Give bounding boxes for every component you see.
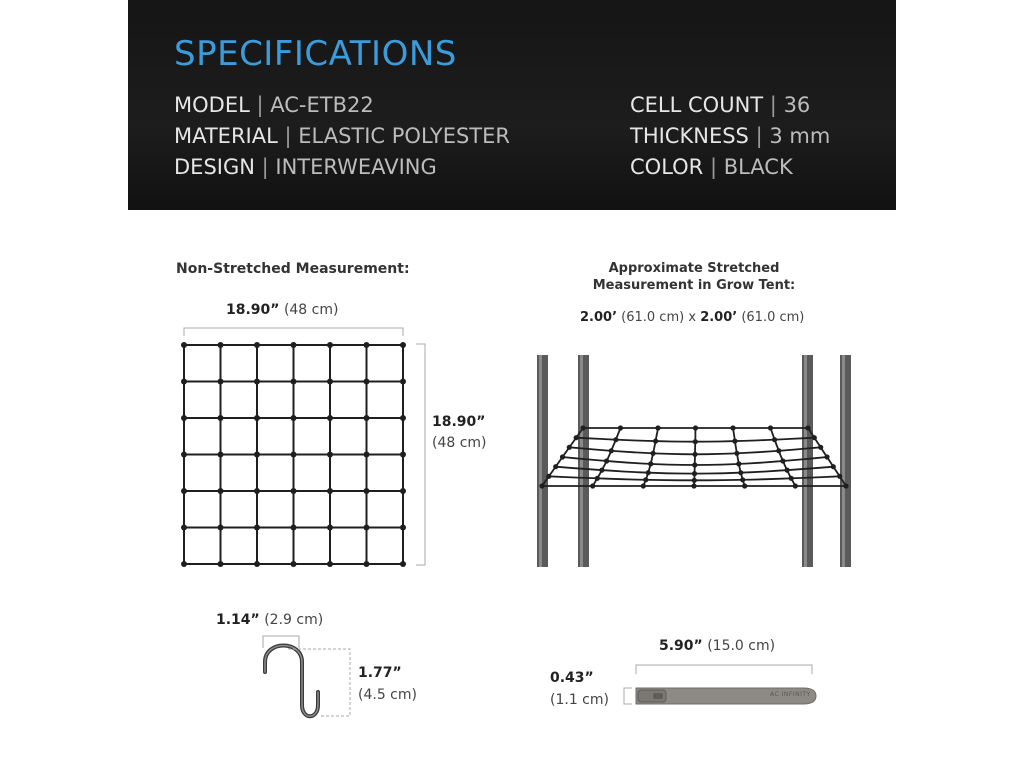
net-knot: [364, 415, 370, 421]
net-knot: [400, 415, 406, 421]
net-knot: [546, 474, 551, 479]
measurement-feet: 2.00’: [580, 310, 618, 325]
net-knot: [327, 561, 333, 567]
flat-width-measurement: [226, 302, 338, 318]
net-knot: [254, 488, 260, 494]
net-knot: [693, 425, 698, 430]
hook-height-measurement: [358, 662, 417, 706]
net-knot: [181, 342, 187, 348]
tent-pole: [840, 355, 851, 567]
net-knot: [218, 561, 224, 567]
net-knot: [291, 452, 297, 458]
net-knot: [291, 488, 297, 494]
net-knot: [218, 379, 224, 385]
measurement-metric: (2.9 cm): [264, 612, 324, 628]
net-knot: [364, 488, 370, 494]
net-knot: [327, 525, 333, 531]
spec-value: 3 mm: [769, 124, 831, 148]
net-knot: [772, 437, 777, 442]
net-knot: [580, 425, 585, 430]
spec-value: INTERWEAVING: [275, 155, 437, 179]
spec-key: COLOR: [630, 155, 704, 179]
measurement-inches: 1.77”: [358, 665, 402, 681]
net-knot: [553, 464, 558, 469]
net-knot: [736, 461, 741, 466]
spec-separator: |: [261, 155, 269, 179]
net-knot: [539, 483, 544, 488]
net-knot: [291, 415, 297, 421]
measurement-metric: (48 cm): [283, 302, 339, 318]
net-knot: [400, 452, 406, 458]
net-knot: [400, 488, 406, 494]
measurement-inches: 0.43”: [550, 670, 594, 686]
net-knot: [732, 439, 737, 444]
net-knot: [574, 435, 579, 440]
net-knot: [785, 468, 790, 473]
measurement-inches: 18.90”: [226, 302, 280, 318]
net-knot: [831, 464, 836, 469]
measurement-metric: (61.0 cm): [621, 310, 685, 325]
net-knot: [692, 452, 697, 457]
net-knot: [692, 462, 697, 467]
net-knot: [327, 452, 333, 458]
net-knot: [327, 488, 333, 494]
net-knot: [691, 483, 696, 488]
net-knot: [291, 379, 297, 385]
net-knot: [613, 437, 618, 442]
spec-separator: |: [769, 93, 777, 117]
net-knot: [646, 470, 651, 475]
stretched-measurement: [580, 310, 804, 325]
net-knot: [599, 468, 604, 473]
measurement-metric: (15.0 cm): [707, 638, 776, 654]
strap-width-measurement: [550, 667, 609, 711]
net-knot: [740, 477, 745, 482]
net-knot: [400, 342, 406, 348]
net-knot: [400, 525, 406, 531]
net-knot: [776, 448, 781, 453]
net-knot: [400, 561, 406, 567]
net-knot: [291, 561, 297, 567]
spec-value: 36: [783, 93, 811, 117]
net-knot: [218, 525, 224, 531]
tent-pole: [578, 355, 589, 567]
net-knot: [364, 452, 370, 458]
net-knot: [364, 379, 370, 385]
net-knot: [364, 525, 370, 531]
tent-pole: [537, 355, 548, 567]
net-knot: [590, 483, 595, 488]
net-knot: [218, 342, 224, 348]
net-knot: [181, 525, 187, 531]
net-knot: [805, 425, 810, 430]
measurement-metric: (48 cm): [432, 435, 487, 451]
flat-height-measurement: [432, 412, 487, 454]
net-knot: [818, 445, 823, 450]
net-knot: [327, 415, 333, 421]
net-knot: [812, 435, 817, 440]
net-knot: [843, 483, 848, 488]
spec-separator: |: [284, 124, 292, 148]
net-knot: [824, 454, 829, 459]
stretched-heading-line: Measurement in Grow Tent:: [592, 278, 796, 293]
spec-separator: |: [709, 155, 718, 179]
net-knot: [780, 458, 785, 463]
net-knot: [742, 483, 747, 488]
net-knot: [181, 415, 187, 421]
net-strand: [694, 428, 696, 486]
net-knot: [364, 561, 370, 567]
net-knot: [655, 425, 660, 430]
strap-width-dimension: [624, 688, 632, 704]
net-knot: [618, 425, 623, 430]
spec-key: MATERIAL: [174, 124, 278, 148]
net-knot: [364, 342, 370, 348]
spec-value: BLACK: [723, 155, 793, 179]
net-knot: [789, 476, 794, 481]
strap-length-measurement: [659, 638, 775, 654]
net-knot: [560, 454, 565, 459]
measurement-metric: (4.5 cm): [358, 687, 417, 703]
net-knot: [837, 474, 842, 479]
measurement-metric: (61.0 cm): [741, 310, 805, 325]
net-knot: [604, 458, 609, 463]
net-knot: [291, 342, 297, 348]
net-knot: [738, 470, 743, 475]
net-knot: [218, 488, 224, 494]
stretched-heading-line: Approximate Stretched: [608, 261, 780, 276]
net-knot: [181, 379, 187, 385]
net-knot: [734, 451, 739, 456]
net-knot: [254, 415, 260, 421]
flat-net-height-dimension: [416, 344, 425, 565]
strap-brand-text: AC INFINITY: [770, 691, 811, 698]
spec-key: CELL COUNT: [630, 93, 764, 117]
net-knot: [651, 451, 656, 456]
net-knot: [730, 425, 735, 430]
net-knot: [254, 342, 260, 348]
flat-net-illustration: [181, 342, 406, 567]
tent-pole: [802, 355, 813, 567]
net-knot: [254, 525, 260, 531]
measurement-times: x: [688, 310, 697, 325]
measurement-feet: 2.00’: [700, 310, 738, 325]
net-knot: [400, 379, 406, 385]
net-knot: [653, 439, 658, 444]
specifications-title: SPECIFICATIONS: [174, 34, 457, 74]
net-knot: [327, 379, 333, 385]
net-knot: [692, 471, 697, 476]
net-knot: [254, 561, 260, 567]
flat-net-width-dimension: [184, 328, 403, 336]
net-knot: [181, 561, 187, 567]
measurement-inches: 5.90”: [659, 638, 703, 654]
net-knot: [793, 483, 798, 488]
measurement-inches: 18.90”: [432, 414, 486, 430]
measurement-inches: 1.14”: [216, 612, 260, 628]
strap-length-dimension: [636, 665, 812, 674]
s-hook-illustration: [265, 646, 318, 717]
stretched-heading: [574, 260, 814, 294]
spec-separator: |: [755, 124, 763, 148]
net-knot: [609, 448, 614, 453]
net-knot: [648, 461, 653, 466]
spec-value: AC-ETB22: [270, 93, 374, 117]
net-knot: [254, 379, 260, 385]
spec-key: MODEL: [174, 93, 250, 117]
net-knot: [218, 415, 224, 421]
net-knot: [692, 478, 697, 483]
net-knot: [327, 342, 333, 348]
hook-width-measurement: [216, 612, 323, 628]
spec-separator: |: [256, 93, 264, 117]
net-knot: [181, 452, 187, 458]
spec-key: THICKNESS: [630, 124, 749, 148]
net-knot: [641, 483, 646, 488]
net-knot: [291, 525, 297, 531]
net-knot: [595, 476, 600, 481]
net-knot: [643, 477, 648, 482]
net-knot: [181, 488, 187, 494]
net-knot: [693, 439, 698, 444]
net-knot: [567, 445, 572, 450]
net-knot: [768, 425, 773, 430]
measurement-metric: (1.1 cm): [550, 692, 609, 708]
non-stretched-heading: Non-Stretched Measurement:: [176, 261, 410, 277]
net-knot: [254, 452, 260, 458]
spec-key: DESIGN: [174, 155, 255, 179]
spec-value: ELASTIC POLYESTER: [298, 124, 510, 148]
net-knot: [218, 452, 224, 458]
